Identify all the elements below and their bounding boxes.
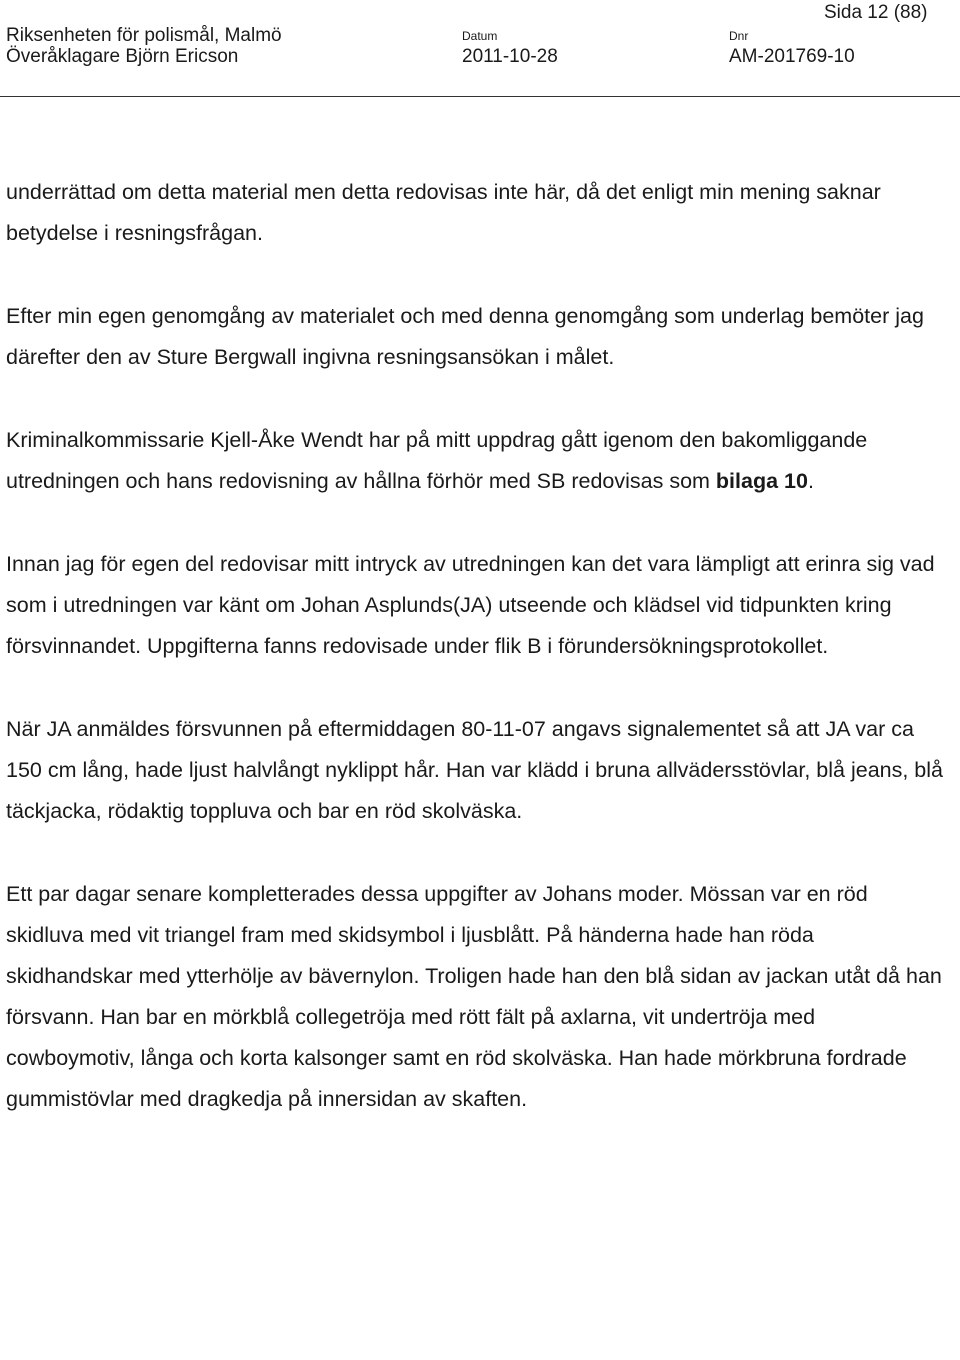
paragraph: underrättad om detta material men detta redovisas inte här, då det enligt min mening saknar betydelse i resningsfrågan. [6, 180, 881, 245]
page-number: Sida 12 (88) [824, 2, 928, 23]
organization-name: Riksenheten för polismål, Malmö [6, 25, 282, 46]
date-label: Datum [462, 29, 498, 43]
header-divider [0, 96, 960, 97]
date-value: 2011-10-28 [462, 46, 558, 67]
paragraph-text: Kriminalkommissarie Kjell-Åke Wendt har på mitt uppdrag gått igenom den bakomliggande utredningen och hans redovisning av hållna förhör med SB redovisas som [6, 428, 868, 493]
paragraph: Innan jag för egen del redovisar mitt intryck av utredningen kan det vara lämpligt att erinra sig vad som i utredningen var känt om Johan Asplunds(JA) utseende och klädsel vid tidpunkten kring försvinnandet. Uppgifterna fanns redovisade under flik B i förundersökningsprotokollet. [6, 552, 935, 658]
dnr-label: Dnr [729, 29, 749, 43]
attachment-reference: bilaga 10 [715, 469, 808, 493]
dnr-value: AM-201769-10 [729, 46, 855, 67]
page-header [0, 0, 960, 98]
author-name: Överåklagare Björn Ericson [6, 46, 239, 67]
document-body [6, 172, 946, 1120]
paragraph [6, 420, 946, 502]
paragraph: Efter min egen genomgång av materialet och med denna genomgång som underlag bemöter jag därefter den av Sture Bergwall ingivna resningsansökan i målet. [6, 304, 924, 369]
paragraph: Ett par dagar senare kompletterades dessa uppgifter av Johans moder. Mössan var en röd skidluva med vit triangel fram med skidsymbol i ljusblått. På händerna hade han röda skidhandskar med ytterhölje av bävernylon. Troligen hade han den blå sidan av jackan utåt då han försvann. Han bar en mörkblå collegetröja med rött fält på axlarna, vit undertröja med cowboymotiv, långa och korta kalsonger samt en röd skolväska. Han hade mörkbruna fordrade gummistövlar med dragkedja på innersidan av skaften. [6, 882, 942, 1111]
paragraph: När JA anmäldes försvunnen på eftermiddagen 80-11-07 angavs signalementet så att JA var ca 150 cm lång, hade ljust halvlångt nyklippt hår. Han var klädd i bruna allvädersstövlar, blå jeans, blå täckjacka, rödaktig toppluva och bar en röd skolväska. [6, 717, 943, 823]
paragraph-text-end: . [807, 469, 814, 493]
